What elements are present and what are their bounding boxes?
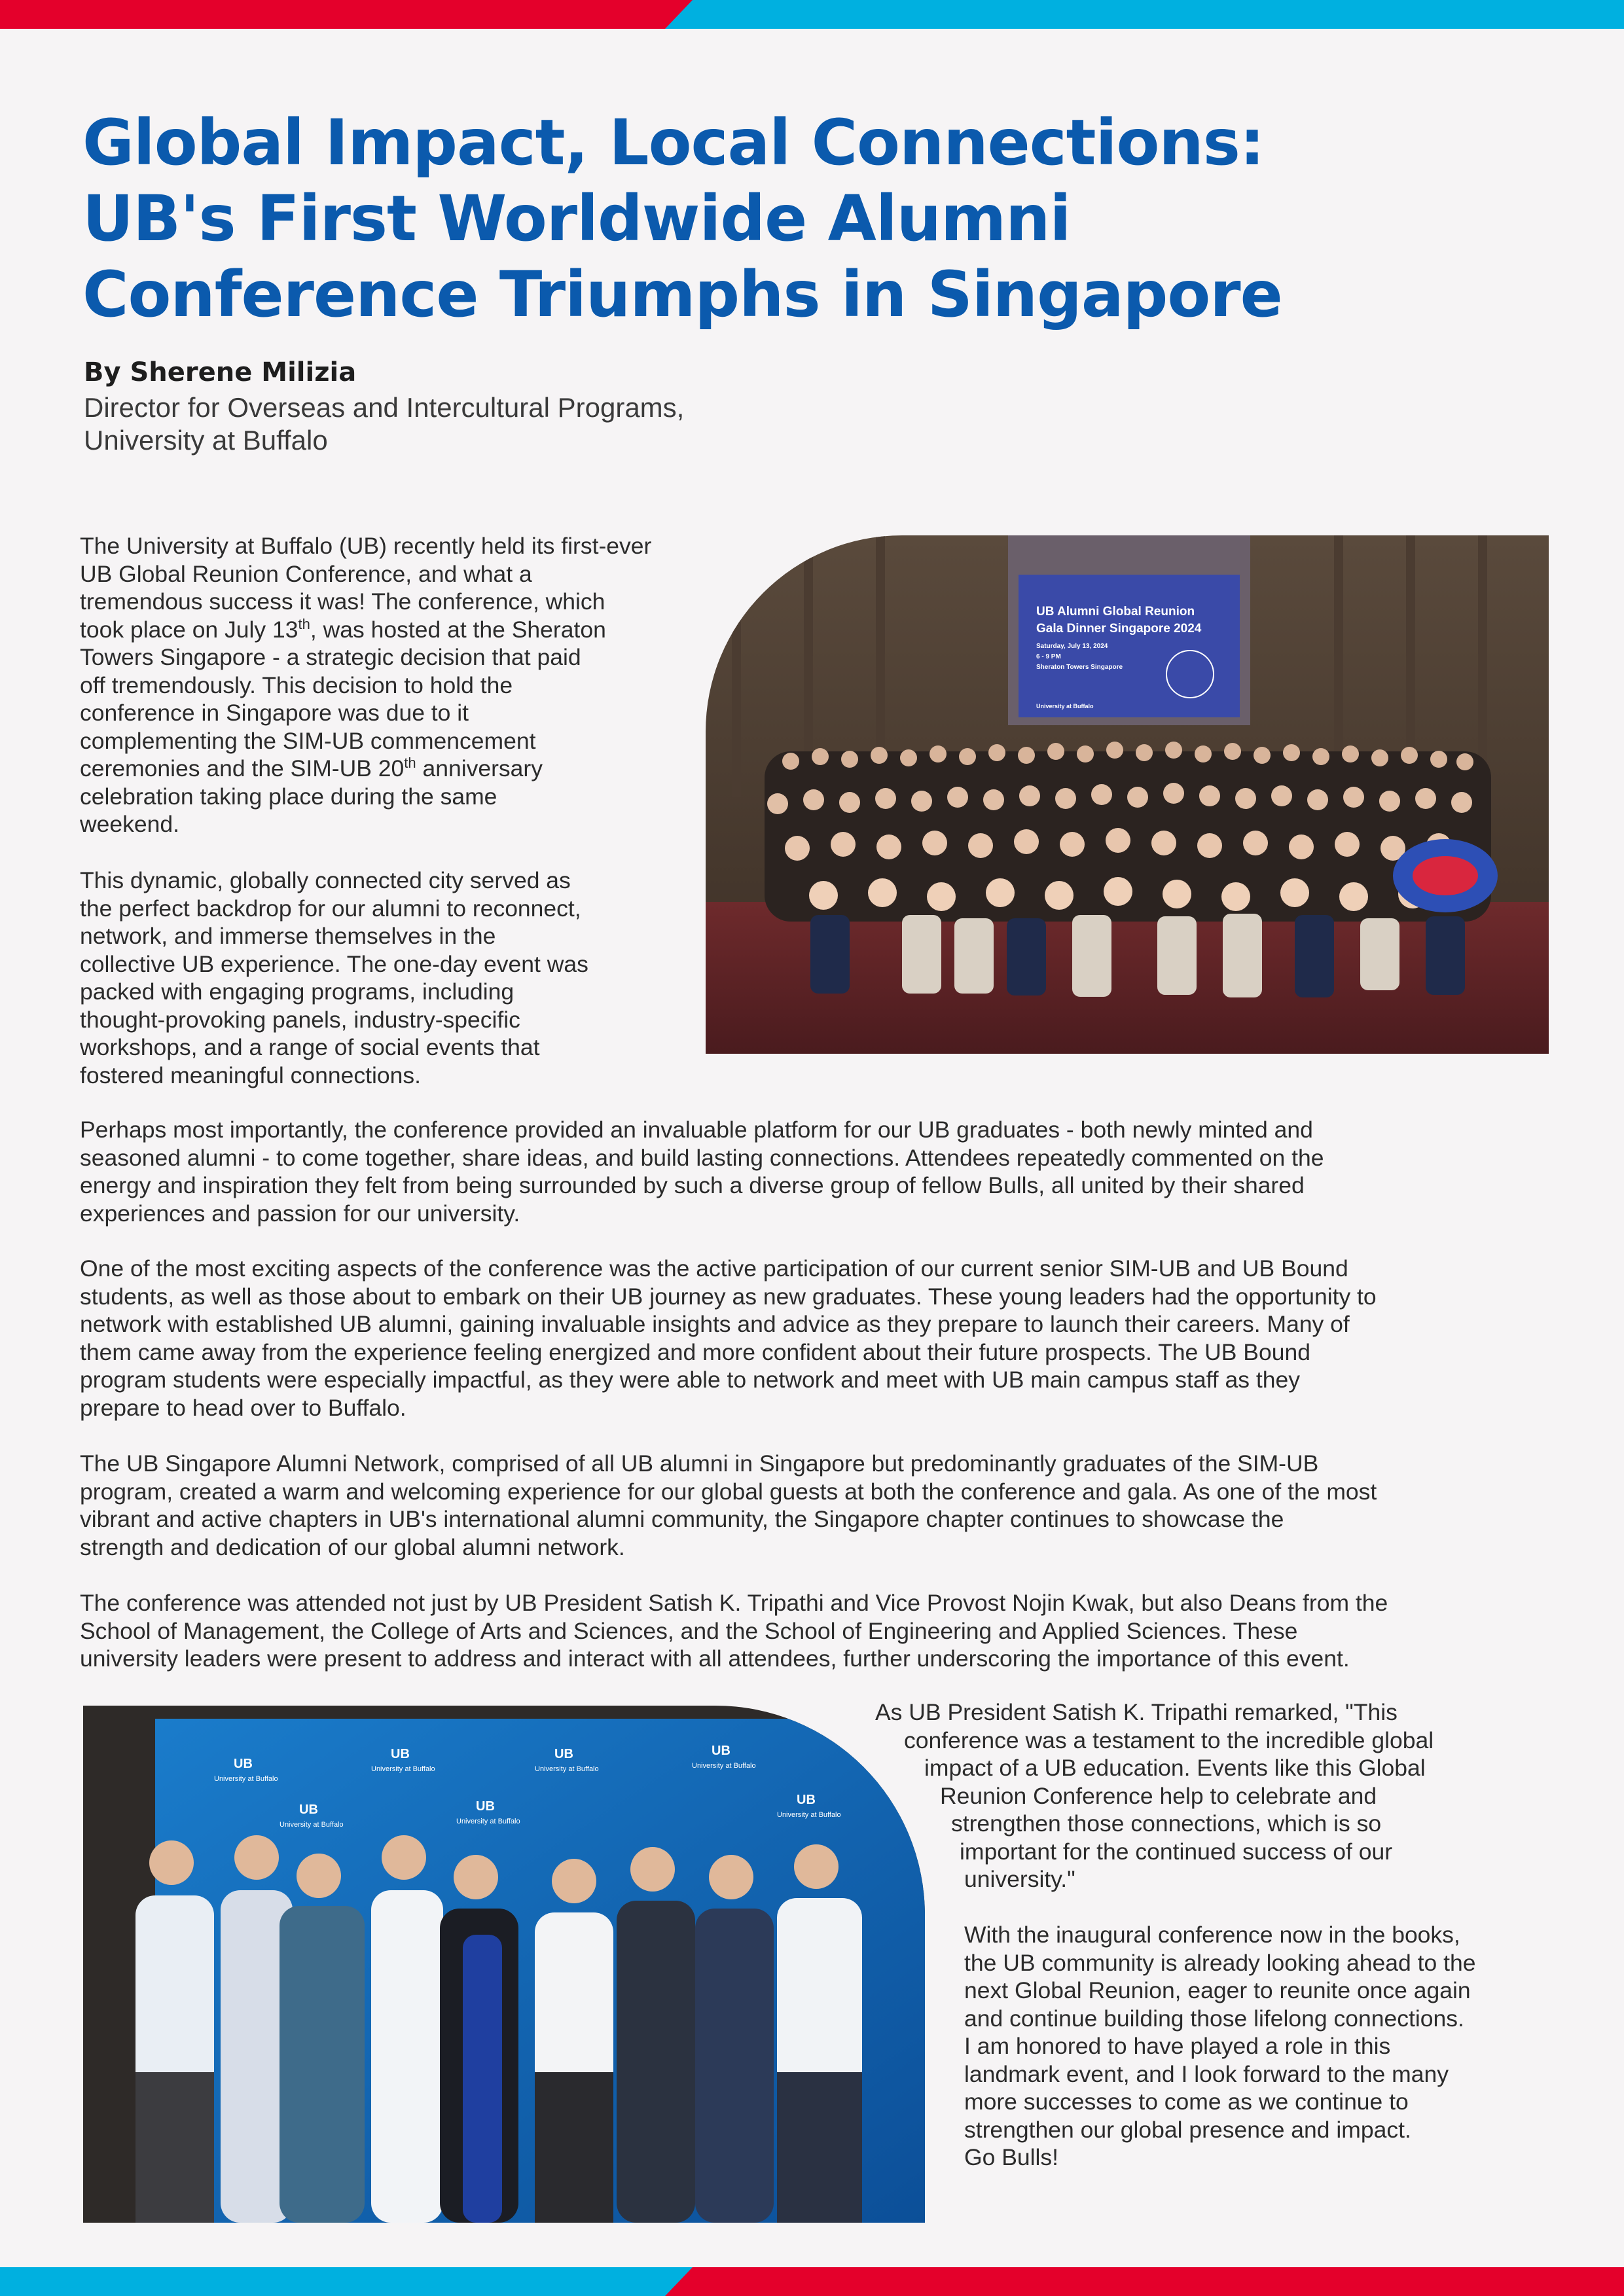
text-line: the UB community is already looking ahead to the (964, 1949, 1476, 1976)
text-line: tremendous success it was! The conference, which (80, 588, 605, 615)
text-line: School of Management, the College of Arts and Sciences, and the School of Engineering and Applied Sciences. These (80, 1617, 1298, 1644)
text-line: network, and immerse themselves in the (80, 923, 496, 949)
author-byline: By Sherene Milizia (84, 357, 357, 387)
ub-logo: UB (299, 1803, 318, 1817)
text-line: collective UB experience. The one-day event was (80, 950, 588, 977)
text-line: UB Global Reunion Conference, and what a (80, 560, 532, 587)
top-color-band (0, 0, 1624, 29)
text-line: weekend. (80, 811, 179, 837)
ub-logo: UB (234, 1757, 253, 1771)
text-line: I am honored to have played a role in this (964, 2033, 1391, 2059)
text-line: more successes to come as we continue to (964, 2089, 1409, 2115)
backdrop-caption: University at Buffalo (456, 1818, 520, 1825)
text-line: program, created a warm and welcoming experience for our global guests at both the conference and gala. As one of the most (80, 1478, 1377, 1505)
text-line: The University at Buffalo (UB) recently held its first-ever (80, 533, 652, 559)
title-line: Conference Triumphs in Singapore (82, 258, 1282, 331)
backdrop-caption: University at Buffalo (535, 1765, 599, 1773)
text-line: next Global Reunion, eager to reunite once again (964, 1977, 1471, 2003)
role-line: University at Buffalo (84, 425, 328, 456)
text-line: This dynamic, globally connected city served as (80, 867, 571, 893)
text-line: Reunion Conference help to celebrate and (940, 1782, 1377, 1809)
backdrop-caption: University at Buffalo (692, 1762, 756, 1770)
text-line: One of the most exciting aspects of the conference was the active participation of our current senior SIM-UB and UB Bound (80, 1255, 1348, 1282)
text-line: Perhaps most importantly, the conference provided an invaluable platform for our UB graduates - both newly minted and (80, 1117, 1313, 1143)
bottom-color-band (0, 2267, 1624, 2296)
paragraph-4 (80, 1255, 1553, 1422)
text-line: conference in Singapore was due to it (80, 700, 469, 726)
text-line: conference was a testament to the incredible global (904, 1727, 1434, 1753)
text-line: ceremonies and the SIM-UB 20th anniversary (80, 755, 543, 781)
paragraph-1 (80, 532, 734, 838)
text-line: impact of a UB education. Events like this Global (924, 1755, 1426, 1781)
title-line: UB's First Worldwide Alumni (82, 182, 1071, 255)
screen-venue: Sheraton Towers Singapore (1036, 664, 1123, 671)
ub-logo: UB (554, 1747, 573, 1761)
text-line: and continue building those lifelong connections. (964, 2005, 1464, 2032)
text-line: strengthen those connections, which is so (951, 1810, 1382, 1837)
gala-group-photo (706, 535, 1549, 1054)
text-line: landmark event, and I look forward to the many (964, 2060, 1449, 2087)
text-line: vibrant and active chapters in UB's international alumni community, the Singapore chapter continues to showcase the (80, 1506, 1284, 1532)
backdrop-caption: University at Buffalo (777, 1811, 841, 1819)
text-line: The UB Singapore Alumni Network, comprised of all UB alumni in Singapore but predominantly graduates of the SIM-UB (80, 1450, 1319, 1477)
paragraph-6 (80, 1589, 1553, 1673)
text-line: seasoned alumni - to come together, share ideas, and build lasting connections. Attendees repeatedly commented on the (80, 1144, 1324, 1171)
text-line: Go Bulls! (964, 2144, 1059, 2170)
ub-logo: UB (797, 1793, 816, 1807)
article-title (82, 105, 1457, 332)
backdrop-caption: University at Buffalo (214, 1775, 278, 1783)
ub-logo: UB (476, 1799, 495, 1814)
text-line: workshops, and a range of social events that (80, 1034, 540, 1060)
text-line: complementing the SIM-UB commencement (80, 727, 536, 754)
text-line: strengthen our global presence and impact. (964, 2116, 1411, 2143)
paragraph-7-quote (0, 1698, 1624, 1893)
title-line: Global Impact, Local Connections: (82, 106, 1265, 179)
author-role (84, 391, 684, 457)
text-line: took place on July 13th, was hosted at the Sheraton (80, 615, 606, 643)
text-line: energy and inspiration they felt from being surrounded by such a diverse group of fellow Bulls, all united by their shared (80, 1172, 1305, 1198)
text-line: As UB President Satish K. Tripathi remarked, "This (875, 1699, 1398, 1725)
text-line: important for the continued success of our (960, 1838, 1393, 1865)
ub-logo: UB (391, 1747, 410, 1761)
text-line: the perfect backdrop for our alumni to reconnect, (80, 895, 581, 922)
text-line: strength and dedication of our global alumni network. (80, 1534, 625, 1560)
text-line: off tremendously. This decision to hold the (80, 672, 513, 698)
text-line: prepare to head over to Buffalo. (80, 1394, 406, 1421)
text-line: program students were especially impactful, as they were able to network and meet with UB main campus staff as they (80, 1367, 1300, 1393)
ub-logo: UB (712, 1744, 731, 1758)
text-line: With the inaugural conference now in the books, (964, 1922, 1460, 1948)
text-line: fostered meaningful connections. (80, 1062, 421, 1088)
screen-title: UB Alumni Global Reunion (1036, 605, 1195, 619)
text-line: packed with engaging programs, including (80, 978, 514, 1005)
text-line: university." (964, 1866, 1075, 1892)
screen-subtitle: Gala Dinner Singapore 2024 (1036, 622, 1202, 636)
screen-date: Saturday, July 13, 2024 (1036, 643, 1108, 650)
screen-time: 6 - 9 PM (1036, 653, 1061, 660)
backdrop-caption: University at Buffalo (371, 1765, 435, 1773)
paragraph-2 (80, 867, 734, 1089)
text-line: Towers Singapore - a strategic decision that paid (80, 644, 581, 670)
text-line: celebration taking place during the same (80, 783, 497, 810)
paragraph-3 (80, 1116, 1553, 1227)
text-line: university leaders were present to address and interact with all attendees, further underscoring the importance of this event. (80, 1645, 1350, 1672)
role-line: Director for Overseas and Intercultural Programs, (84, 392, 685, 423)
backdrop-caption: University at Buffalo (280, 1821, 344, 1829)
text-line: them came away from the experience feeling energized and more confident about their future prospects. The UB Bound (80, 1338, 1310, 1365)
paragraph-8-closing (964, 1921, 1553, 2172)
text-line: experiences and passion for our university. (80, 1200, 520, 1227)
text-line: thought-provoking panels, industry-specific (80, 1006, 520, 1033)
screen-footer: University at Buffalo (1036, 703, 1094, 709)
text-line: network with established UB alumni, gaining invaluable insights and advice as they prepare to launch their careers. Many of (80, 1311, 1350, 1337)
paragraph-5 (80, 1450, 1553, 1561)
text-line: students, as well as those about to embark on their UB journey as new graduates. These young leaders had the opportunity to (80, 1283, 1377, 1310)
text-line: The conference was attended not just by UB President Satish K. Tripathi and Vice Provost Nojin Kwak, but also Deans from the (80, 1590, 1388, 1616)
